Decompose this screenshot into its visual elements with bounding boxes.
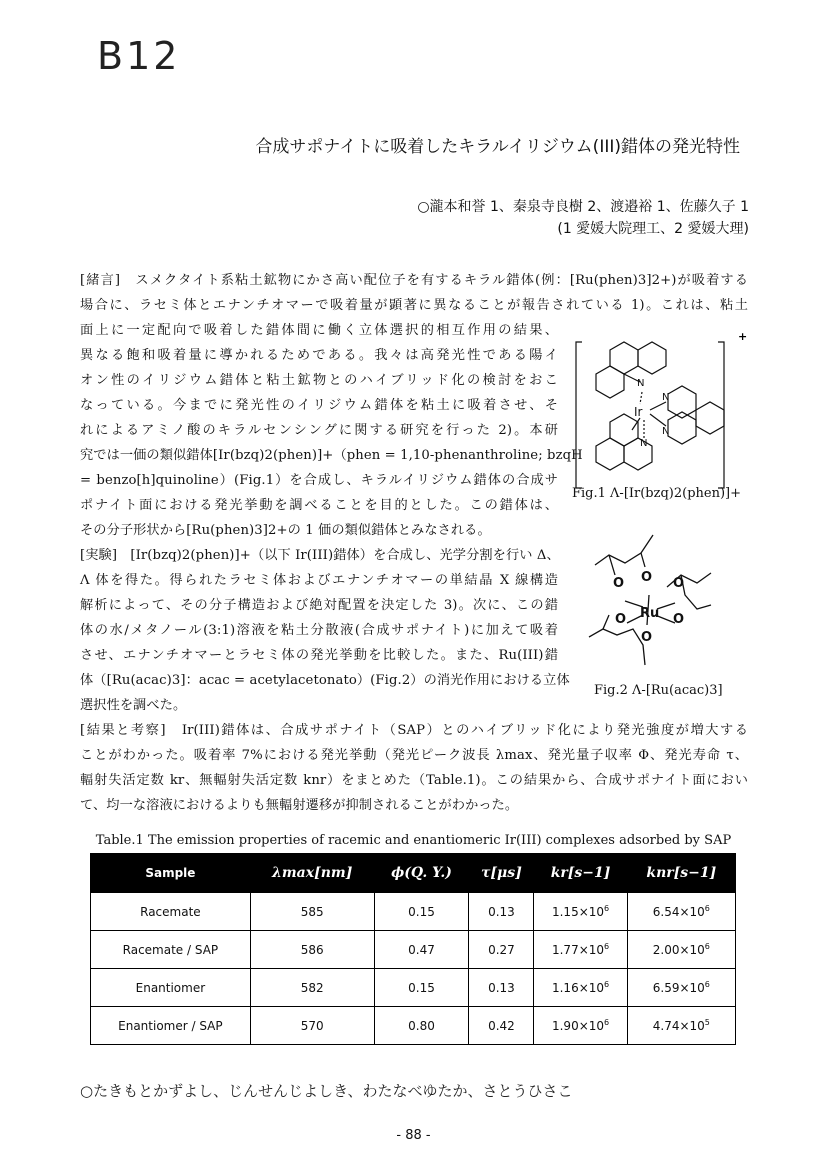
table-header-row xyxy=(91,854,736,893)
table-cell: 0.47 xyxy=(374,931,469,969)
table-row xyxy=(91,1007,736,1045)
fig1-n-label: N xyxy=(662,392,670,403)
table-cell: 586 xyxy=(250,931,374,969)
table-cell: 0.13 xyxy=(469,893,534,931)
body-line: オン性のイリジウム錯体と粘土鉱物とのハイブリッド化の検討をおこ xyxy=(80,373,558,388)
table-cell xyxy=(627,893,735,931)
table-cell-mantissa: 4.74×10 xyxy=(652,1019,705,1033)
table-cell-exponent: 6 xyxy=(604,942,610,951)
table-cell-exponent: 6 xyxy=(604,980,610,989)
table-cell-mantissa: 1.90×10 xyxy=(551,1019,605,1033)
table-cell xyxy=(534,931,627,969)
table-cell: 0.15 xyxy=(374,969,469,1007)
table-cell xyxy=(534,893,627,931)
fig1-n-label: N xyxy=(637,378,645,389)
table-cell-mantissa: 1.15×10 xyxy=(551,905,605,919)
body-line: [結果と考察] Ir(III)錯体は、合成サポナイト（SAP）とのハイブリッド化により発光強度が増大する xyxy=(80,723,748,738)
fig1-ir-label: Ir xyxy=(634,405,643,419)
body-line: 体の水/メタノール(3:1)溶液を粘土分散液(合成サポナイト)に加えて吸着 xyxy=(80,623,558,638)
table-cell-exponent: 6 xyxy=(604,904,610,913)
table-cell-mantissa: 1.77×10 xyxy=(551,943,605,957)
table-cell: 582 xyxy=(250,969,374,1007)
table-cell xyxy=(627,1007,735,1045)
table-cell-mantissa: 1.16×10 xyxy=(551,981,605,995)
table-cell: 0.15 xyxy=(374,893,469,931)
authors-block xyxy=(417,196,749,240)
emission-properties-table xyxy=(90,853,736,1045)
body-line: 面上に一定配向で吸着した錯体間に働く立体選択的相互作用の結果、 xyxy=(80,323,558,338)
body-line: 選択性を調べた。 xyxy=(80,698,187,713)
fig2-o-label: O xyxy=(613,576,625,591)
table-cell: 585 xyxy=(250,893,374,931)
fig1-caption: Fig.1 Λ-[Ir(bzq)2(phen)]+ xyxy=(572,486,742,501)
body-line: ことがわかった。吸着率 7%における発光挙動（発光ピーク波長 λmax、発光量子収率 Φ、発光寿命 τ、 xyxy=(80,748,748,763)
table-header-cell: knr[s−1] xyxy=(627,854,735,893)
table-cell-exponent: 6 xyxy=(604,1018,610,1027)
table-header-cell: λmax[nm] xyxy=(250,854,374,893)
body-line: [緒言] スメクタイト系粘土鉱物にかさ高い配位子を有するキラル錯体(例：[Ru(phen)3]2+)が吸着する xyxy=(80,273,748,288)
author-reading: ○たきもとかずよし、じんせんじよしき、わたなべゆたか、さとうひさこ xyxy=(80,1082,573,1100)
table-cell: Enantiomer / SAP xyxy=(91,1007,251,1045)
body-line: ポナイト面における発光挙動を調べることを目的とした。この錯体は、 xyxy=(80,498,558,513)
table-cell xyxy=(534,969,627,1007)
fig2-ru-label: Ru xyxy=(640,606,660,621)
table-header-cell: ϕ(Q. Y.) xyxy=(374,854,469,893)
body-line: なっている。今までに発光性のイリジウム錯体を粘土に吸着させ、そ xyxy=(80,398,558,413)
body-line: 異なる飽和吸着量に導かれるためである。我々は高発光性である陽イ xyxy=(80,348,558,363)
fig2-o-label: O xyxy=(641,570,653,585)
table-cell xyxy=(534,1007,627,1045)
body-line: 解析によって、その分子構造および絶対配置を決定した 3)。次に、この錯 xyxy=(80,598,558,613)
table-cell: 0.27 xyxy=(469,931,534,969)
fig2-ru-acac-structure xyxy=(585,525,715,675)
body-line: Λ 体を得た。得られたラセミ体およびエナンチオマーの単結晶 X 線構造 xyxy=(80,573,558,588)
table-row xyxy=(91,893,736,931)
affiliation-line: (1 愛媛大院理工、2 愛媛大理) xyxy=(557,221,749,237)
fig2-o-label: O xyxy=(641,630,653,645)
table-header-cell: kr[s−1] xyxy=(534,854,627,893)
table-cell: Racemate xyxy=(91,893,251,931)
table-caption: Table.1 The emission properties of racemic and enantiomeric Ir(III) complexes adsorbed by SAP xyxy=(95,833,732,848)
body-line: [実験] [Ir(bzq)2(phen)]+（以下 Ir(III)錯体）を合成し、光学分割を行い Δ、 xyxy=(80,548,560,563)
table-cell-exponent: 6 xyxy=(704,904,710,913)
table-cell-mantissa: 2.00×10 xyxy=(652,943,705,957)
fig2-o-label: O xyxy=(673,612,685,627)
table-cell: 0.80 xyxy=(374,1007,469,1045)
table-cell-exponent: 6 xyxy=(704,942,710,951)
fig1-ir-complex-structure xyxy=(570,330,750,500)
table-cell-exponent: 5 xyxy=(704,1018,710,1027)
body-line: させ、エナンチオマーとラセミ体の発光挙動を比較した。また、Ru(III)錯 xyxy=(80,648,558,663)
table-cell-exponent: 6 xyxy=(704,980,710,989)
body-line: れによるアミノ酸のキラルセンシングに関する研究を行った 2)。本研 xyxy=(80,423,558,438)
authors-line: ○瀧本和誉 1、秦泉寺良樹 2、渡邉裕 1、佐藤久子 1 xyxy=(417,199,749,215)
table-cell: 570 xyxy=(250,1007,374,1045)
table-cell xyxy=(627,969,735,1007)
table-cell: Enantiomer xyxy=(91,969,251,1007)
body-line: て、均一な溶液におけるよりも無輻射遷移が抑制されることがわかった。 xyxy=(80,798,519,813)
fig2-o-label: O xyxy=(615,612,627,627)
body-line: 場合に、ラセミ体とエナンチオマーで吸着量が顕著に異なることが報告されている 1)。これは、粘土 xyxy=(80,298,748,313)
body-line: = benzo[h]quinoline）(Fig.1）を合成し、キラルイリジウム錯体の合成サ xyxy=(80,473,558,488)
body-line: 輻射失活定数 kr、無輻射失活定数 knr）をまとめた（Table.1)。この結果から、合成サポナイト面におい xyxy=(80,773,748,788)
abstract-code: B12 xyxy=(97,34,181,78)
body-line: 究では一価の類似錯体[Ir(bzq)2(phen)]+（phen = 1,10-phenanthroline; bzqH xyxy=(80,448,583,463)
fig1-n-label: N xyxy=(640,438,648,449)
table-cell: Racemate / SAP xyxy=(91,931,251,969)
fig2-caption: Fig.2 Λ-[Ru(acac)3] xyxy=(594,683,723,698)
fig1-n-label: N xyxy=(662,426,670,437)
table-cell xyxy=(627,931,735,969)
page-number: - 88 - xyxy=(396,1128,431,1143)
fig1-charge-label: + xyxy=(738,330,748,343)
table-row xyxy=(91,969,736,1007)
table-cell-mantissa: 6.54×10 xyxy=(652,905,705,919)
table-header-cell: τ[μs] xyxy=(469,854,534,893)
table-header-cell: Sample xyxy=(91,854,251,893)
table-row xyxy=(91,931,736,969)
fig2-o-label: O xyxy=(673,576,685,591)
paper-title: 合成サポナイトに吸着したキラルイリジウム(III)錯体の発光特性 xyxy=(255,137,740,157)
body-line: 体（[Ru(acac)3]：acac = acetylacetonato）(Fig.2）の消光作用における立体 xyxy=(80,673,570,688)
body-line: その分子形状から[Ru(phen)3]2+の 1 価の類似錯体とみなされる。 xyxy=(80,523,491,538)
table-cell: 0.13 xyxy=(469,969,534,1007)
table-cell: 0.42 xyxy=(469,1007,534,1045)
table-cell-mantissa: 6.59×10 xyxy=(652,981,705,995)
